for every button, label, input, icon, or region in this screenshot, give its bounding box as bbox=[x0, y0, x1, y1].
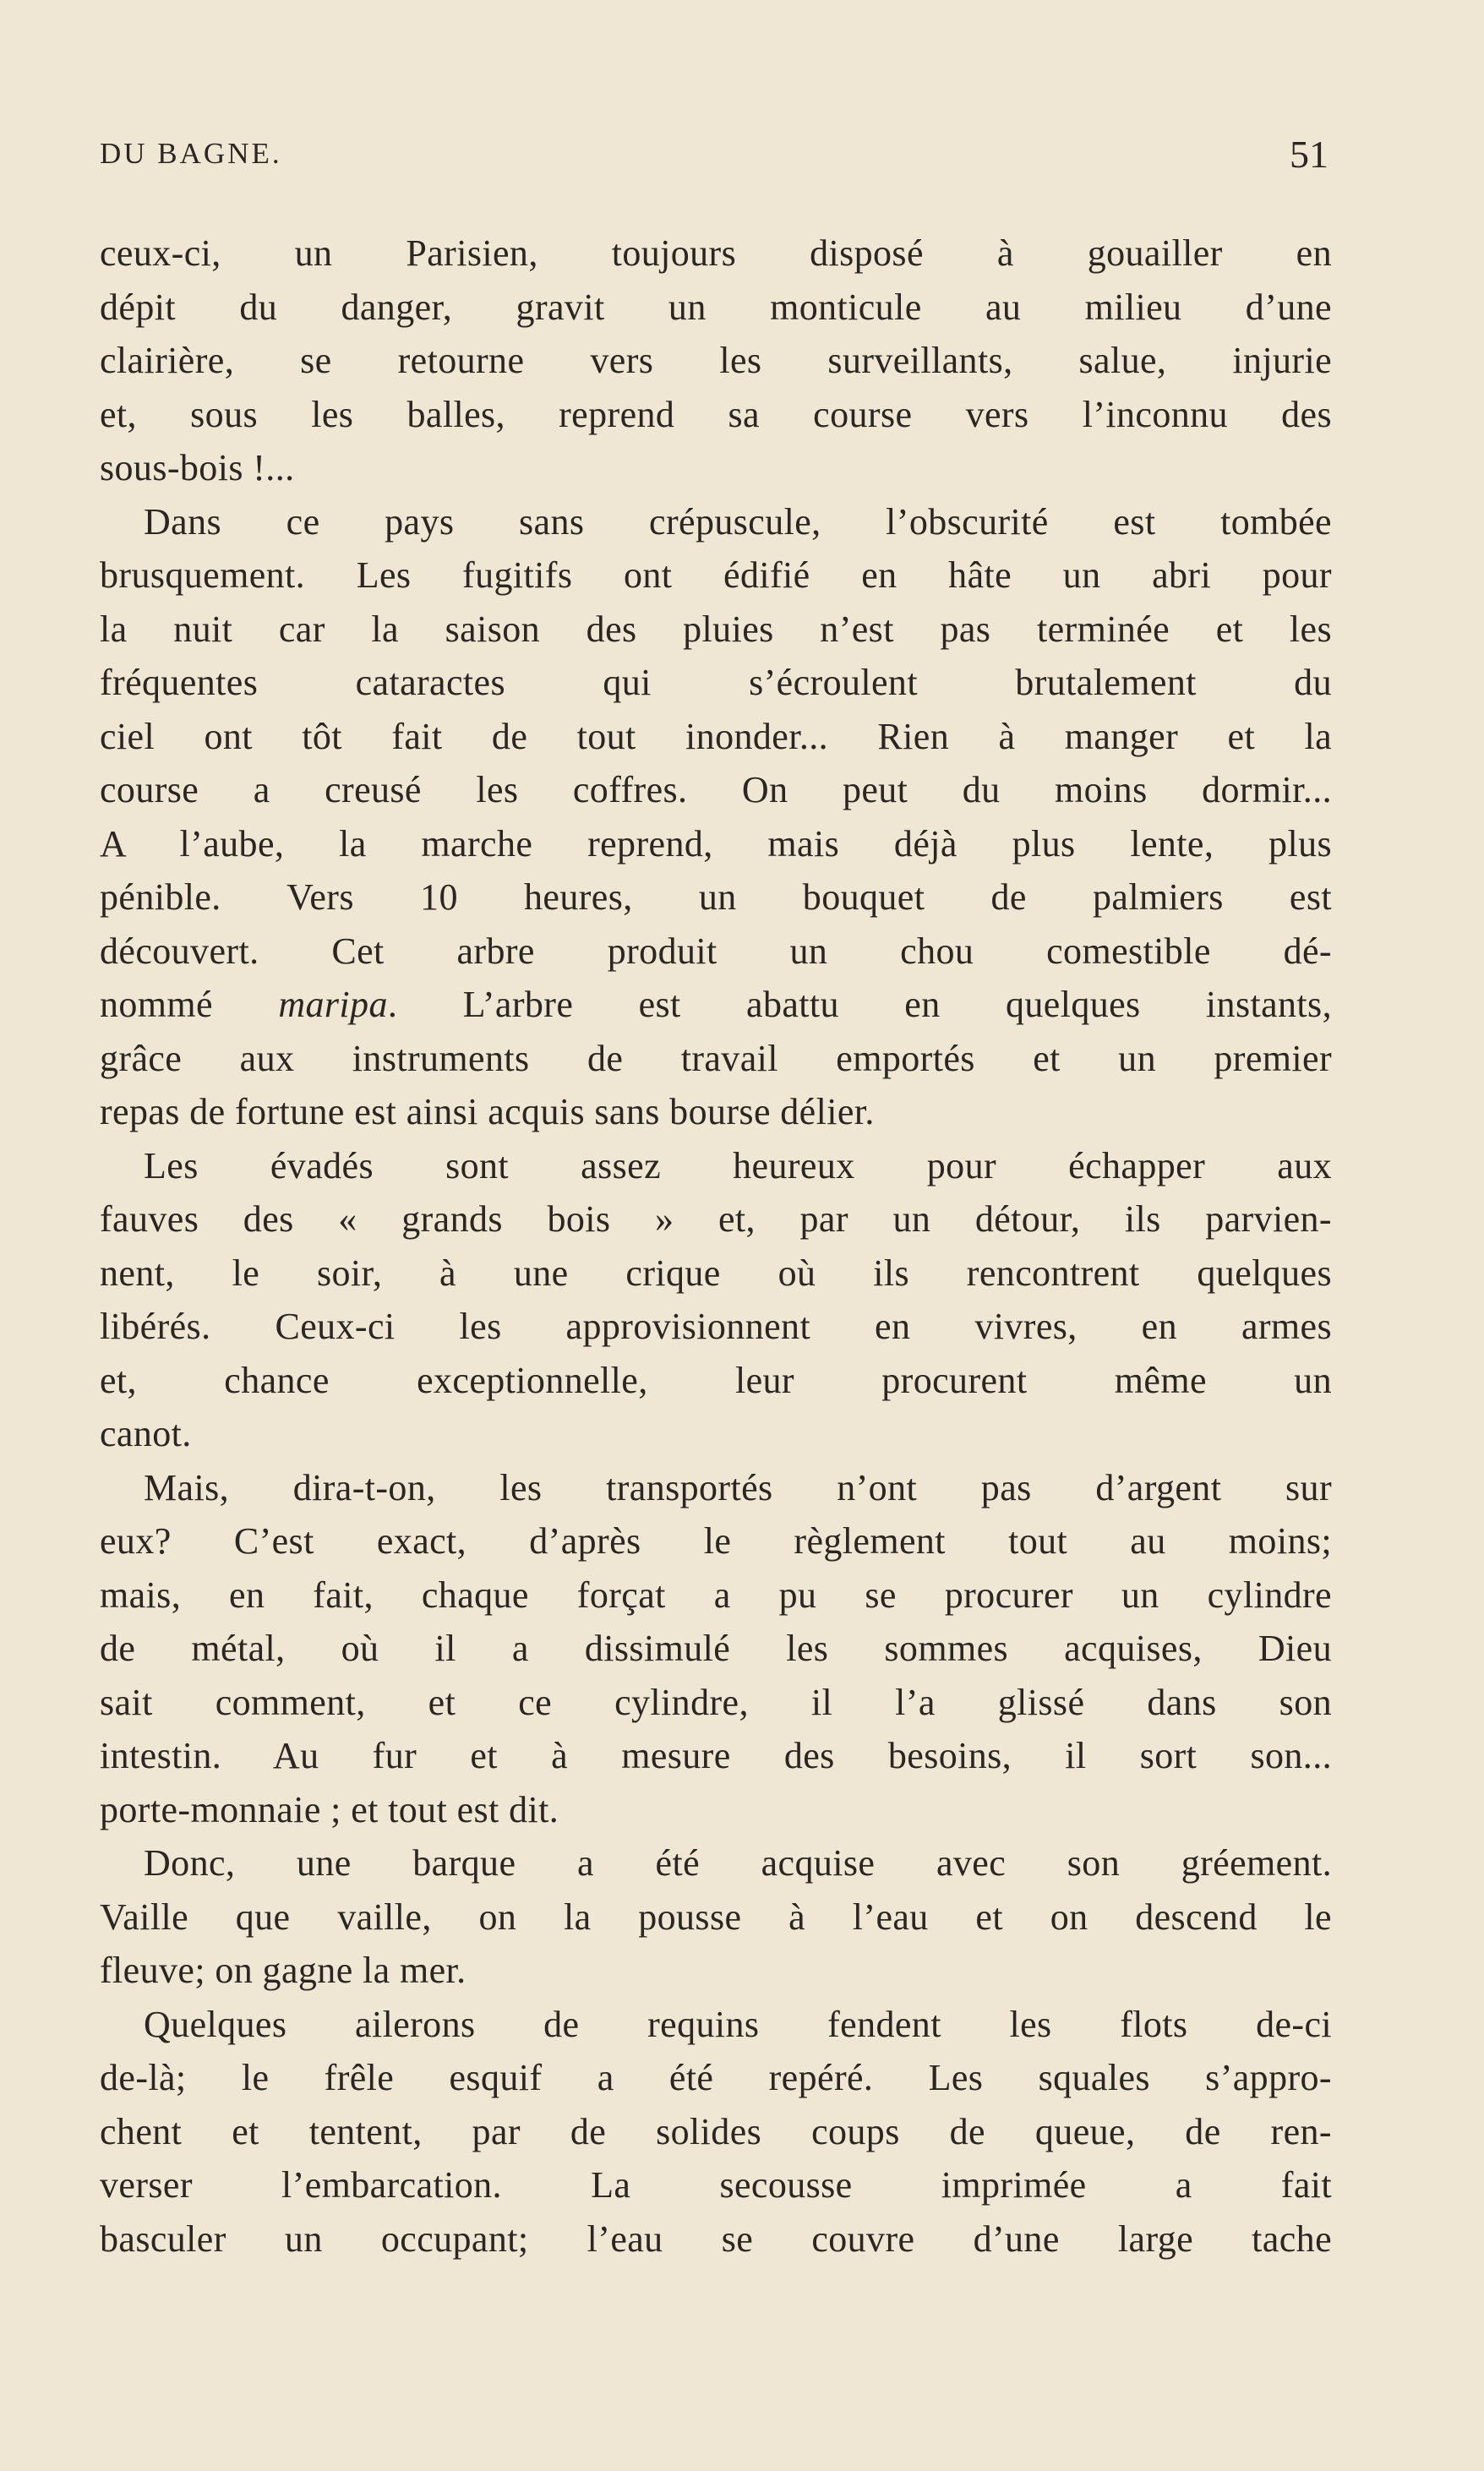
body-text bbox=[100, 226, 1332, 2266]
text-line: clairière, se retourne vers les surveillants, salue, injurie bbox=[100, 340, 1332, 381]
text-line: Vaille que vaille, on la pousse à l’eau et on descend le bbox=[100, 1896, 1332, 1938]
text-line: basculer un occupant; l’eau se couvre d’une large tache bbox=[100, 2217, 1332, 2260]
text-line: mais, en fait, chaque forçat a pu se procurer un cylindre bbox=[100, 1574, 1332, 1616]
text-line: la nuit car la saison des pluies n’est pas terminée et les bbox=[100, 608, 1332, 650]
text-line: ceux-ci, un Parisien, toujours disposé à gouailler en bbox=[100, 232, 1332, 274]
text-line: repas de fortune est ainsi acquis sans bourse délier. bbox=[100, 1091, 875, 1132]
running-header bbox=[100, 133, 1329, 188]
text-line: verser l’embarcation. La secousse imprimée a fait bbox=[100, 2164, 1332, 2206]
text-line: sous-bois !... bbox=[100, 447, 295, 488]
text-line: canot. bbox=[100, 1413, 192, 1454]
page-number: 51 bbox=[1290, 133, 1329, 176]
text-line: A l’aube, la marche reprend, mais déjà plus lente, plus bbox=[100, 822, 1332, 865]
text-line: Quelques ailerons de requins fendent les flots de-ci bbox=[144, 2003, 1332, 2045]
text-line: Les évadés sont assez heureux pour échapper aux bbox=[144, 1144, 1332, 1186]
text-line: dépit du danger, gravit un monticule au milieu d’une bbox=[100, 286, 1332, 328]
text-line: Dans ce pays sans crépuscule, l’obscurité est tombée bbox=[144, 500, 1332, 543]
text-line: fauves des « grands bois » et, par un détour, ils parvien- bbox=[100, 1198, 1332, 1240]
italic-term: maripa bbox=[278, 984, 388, 1025]
text-line: et, sous les balles, reprend sa course vers l’inconnu des bbox=[100, 393, 1332, 435]
text-line: brusquement. Les fugitifs ont édifié en hâte un abri pour bbox=[100, 554, 1332, 596]
text-line: course a creusé les coffres. On peut du moins dormir... bbox=[100, 769, 1332, 810]
text-line: pénible. Vers 10 heures, un bouquet de palmiers est bbox=[100, 876, 1332, 918]
text-line: ciel ont tôt fait de tout inonder... Rien à manger et la bbox=[100, 715, 1332, 757]
running-title: DU BAGNE. bbox=[100, 137, 282, 170]
text-line: Donc, une barque a été acquise avec son gréement. bbox=[144, 1842, 1332, 1884]
text-line: fleuve; on gagne la mer. bbox=[100, 1950, 466, 1991]
text-line: et, chance exceptionnelle, leur procurent même un bbox=[100, 1359, 1332, 1401]
text-line: nent, le soir, à une crique où ils rencontrent quelques bbox=[100, 1252, 1332, 1294]
text-line: grâce aux instruments de travail emportés et un premier bbox=[100, 1037, 1332, 1079]
text-line: libérés. Ceux-ci les approvisionnent en vivres, en armes bbox=[100, 1306, 1332, 1347]
text-line: porte-monnaie ; et tout est dit. bbox=[100, 1788, 559, 1830]
text-line: sait comment, et ce cylindre, il l’a glissé dans son bbox=[100, 1681, 1332, 1723]
text-line: Mais, dira-t-on, les transportés n’ont pas d’argent sur bbox=[144, 1466, 1332, 1508]
text-line: découvert. Cet arbre produit un chou comestible dé- bbox=[100, 930, 1332, 972]
text-line: chent et tentent, par de solides coups de queue, de ren- bbox=[100, 2110, 1332, 2152]
text-line: nommé maripa. L’arbre est abattu en quelques instants, bbox=[100, 984, 1332, 1025]
text-line: fréquentes cataractes qui s’écroulent brutalement du bbox=[100, 662, 1332, 703]
text-line: intestin. Au fur et à mesure des besoins, il sort son... bbox=[100, 1735, 1332, 1776]
text-line: de-là; le frêle esquif a été repéré. Les squales s’appro- bbox=[100, 2057, 1332, 2098]
text-line: de métal, où il a dissimulé les sommes acquises, Dieu bbox=[100, 1628, 1332, 1669]
text-line: eux? C’est exact, d’après le règlement tout au moins; bbox=[100, 1520, 1332, 1562]
